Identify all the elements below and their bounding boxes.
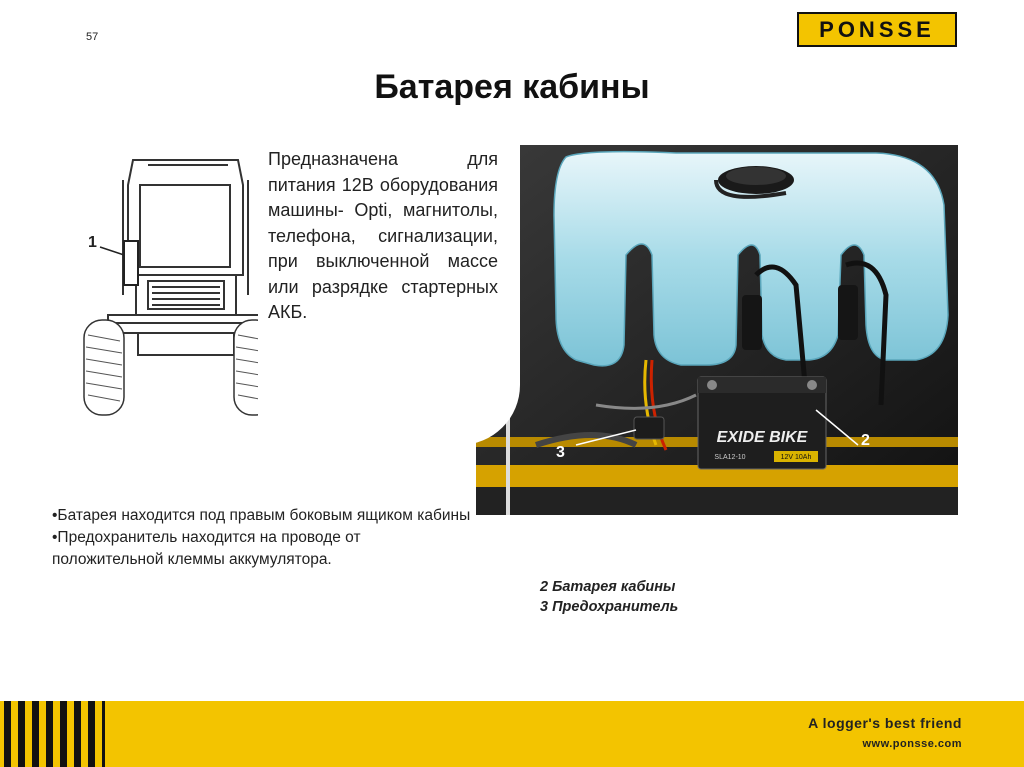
bullet-list [52,505,472,571]
description-text: Предназначена для питания 12В оборудования машины- Opti, магнитолы, телефона, сигнализации, при выключенной массе или разрядке стартерных АКБ. [268,149,498,322]
battery-model: SLA12-10 [714,454,746,461]
page-number: 57 [86,31,99,43]
battery-photo [476,145,958,515]
battery-spec: 12V 10Ah [780,454,812,461]
battery [698,377,826,469]
caption-fuse: 3 Предохранитель [540,599,679,615]
drawing-callout-1: 1 [88,234,97,251]
bullet-battery-location: •Батарея находится под правым боковым ящиком кабины [52,507,471,524]
battery-brand: EXIDE BIKE [716,429,808,446]
machine-front-drawing [78,155,278,420]
footer-bar [0,701,1024,767]
footer-slogan: A logger's best friend [808,715,962,731]
caption-battery: 2 Батарея кабины [540,579,676,595]
footer-website: www.ponsse.com [862,738,962,750]
ponsse-logo: PONSSE [797,12,957,47]
photo-caption [540,577,678,617]
photo-callout-3: 3 [556,444,565,461]
slide-title: Батарея кабины [374,68,650,106]
photo-callout-2: 2 [861,432,870,449]
bullet-fuse-location: •Предохранитель находится на проводе от положительной клеммы аккумулятора. [52,529,361,568]
